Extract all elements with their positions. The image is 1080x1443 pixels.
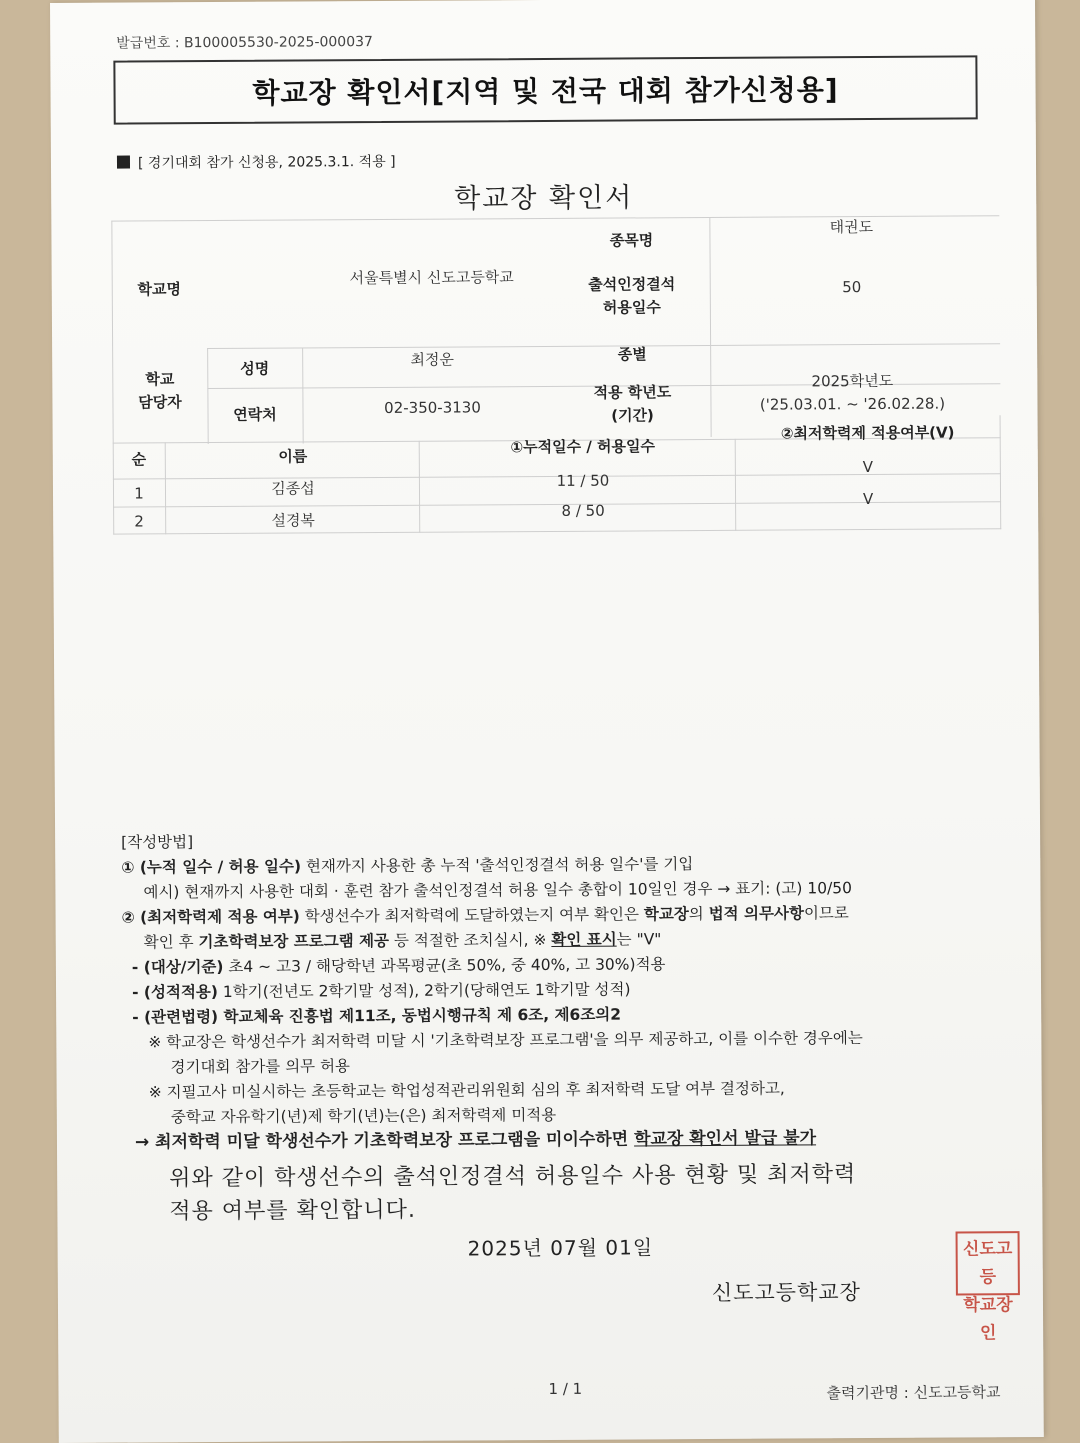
note-2-line2-b: 기초학력보장 프로그램 제공 [198,931,390,952]
arrow-note-text: → 최저학력 미달 학생선수가 기초학력보장 프로그램을 미이수하면 [134,1129,635,1153]
year-value [722,369,982,416]
principal-name: 신도고등학교장 [711,1280,861,1305]
header-no: 순 [131,450,147,469]
phone-label: 연락처 [233,405,277,424]
contact-label-line1: 학교 [145,370,175,389]
page-number: 1 / 1 [548,1379,583,1398]
detail-law-text: 학교체육 진흥법 제11조, 동법시행규칙 제 6조, 제6조의2 [218,1005,622,1027]
row1-check: V [862,457,874,477]
detail-law-title: - (관련법령) [132,1008,219,1027]
row1-name: 김종섭 [271,479,315,498]
note-2-text-d: 법적 의무사항 [708,904,804,924]
note-2-line2-c: 등 적절한 조치실시, ※ [388,930,552,950]
row2-name: 설경복 [271,511,315,530]
note-1-example: 예시) 현재까지 사용한 대회 · 훈련 참가 출석인정결석 허용 일수 총합이 10일인 경우 → 표기: (고) 10/50 [143,879,853,902]
star-note-2-line1: ※ 지필고사 미실시하는 초등학교는 학업성적관리위원회 심의 후 최저학력 도달 여부 결정하고, [148,1079,785,1102]
note-2-text-e: 이므로 [803,904,849,923]
note-2-text-c: 의 [688,905,709,924]
header-check: ②최저학력제 적용여부(V) [780,423,955,443]
section-text: [ 경기대회 참가 신청용, 2025.3.1. 적용 ] [137,153,396,172]
contact-label-line2: 담당자 [138,392,182,411]
output-organization: 출력기관명 : 신도고등학교 [826,1383,1001,1403]
note-1-title: ① (누적 일수 / 허용 일수) [121,857,302,877]
event-value: 태권도 [829,217,874,237]
year-label [552,381,712,427]
phone-value: 02-350-3130 [384,398,481,417]
contact-label [112,368,207,414]
event-label: 종목명 [609,231,654,250]
note-2-line2-a: 확인 후 [143,933,199,952]
type-value [752,346,952,347]
detail-grades-title: - (성적적용) [132,983,218,1002]
note-1-text: 현재까지 사용한 총 누적 '출석인정결석 허용 일수'를 기입 [300,855,694,876]
school-label: 학교명 [137,280,182,299]
issue-date: 2025년 07월 01일 [467,1235,654,1261]
row1-days: 11 / 50 [556,471,610,490]
year-label-line1: 적용 학년도 [593,383,672,402]
note-2-text-b: 학교장 [643,905,689,924]
seal-line1: 신도고등 [962,1239,1013,1288]
header-days: ①누적일수 / 허용일수 [510,437,656,457]
row2-days: 8 / 50 [561,501,605,520]
grid-line [1000,415,1002,529]
type-label: 종별 [617,345,647,364]
absence-label-line2: 허용일수 [602,297,661,317]
note-2-line2-d: 확인 표시 [551,930,617,949]
issue-number: 발급번호 : B100005530-2025-000037 [116,34,373,52]
arrow-note-emphasis: 학교장 확인서 발급 불가 [633,1128,817,1150]
grid-line [302,347,304,443]
absence-value: 50 [842,278,862,297]
notes-heading: [작성방법] [121,833,194,852]
document-title: 학교장 확인서 [454,182,634,215]
grid-line [419,441,421,533]
confirmation-line2: 적용 여부를 확인합니다. [169,1197,416,1225]
note-2-line2-e: 는 "V" [616,930,662,949]
note-2-text-a: 학생선수가 최저학력에 도달하였는지 여부 확인은 [299,905,644,926]
year-value-line2: ('25.03.01. ~ '26.02.28.) [759,394,946,414]
name-label: 성명 [240,359,270,378]
title-box: 학교장 확인서[지역 및 전국 대회 참가신청용] [113,55,977,124]
row2-no: 2 [134,512,144,531]
seal-line2: 학교장인 [963,1295,1013,1344]
absence-label-line1: 출석인정결석 [588,275,676,294]
note-2-title: ② (최저학력제 적용 여부) [121,907,300,927]
detail-grades-text: 1학기(전년도 2학기말 성적), 2학기(당해연도 1학기말 성적) [217,980,631,1002]
confirmation-line1: 위와 같이 학생선수의 출석인정결석 허용일수 사용 현황 및 최저학력 [169,1162,857,1192]
year-value-line1: 2025학년도 [811,371,894,391]
header-name: 이름 [278,447,308,466]
star-note-1-line2: 경기대회 참가를 의무 허용 [170,1057,351,1077]
confirmation-statement [169,1158,856,1228]
document-page [50,0,1044,1443]
instructions [121,825,1003,1155]
star-note-2-line2: 중학교 자유학기(년)제 학기(년)는(은) 최저학력제 미적용 [170,1105,557,1127]
absence-label [552,273,712,319]
grid-line [735,439,737,531]
arrow-note [123,1125,1003,1155]
school-value: 서울특별시 신도고등학교 [349,268,514,288]
star-note-1-line1: ※ 학교장은 학생선수가 최저학력 미달 시 '기초학력보장 프로그램'을 의무 제공하고, 이를 이수한 경우에는 [148,1029,863,1052]
name-value: 최정운 [410,350,454,369]
square-bullet-icon [117,156,130,169]
info-table [111,215,1001,538]
row1-no: 1 [134,484,144,503]
section-label [117,151,396,173]
detail-target-title: - (대상/기준) [131,957,224,977]
detail-target-text: 초4 ~ 고3 / 해당학년 과목평균(초 50%, 중 40%, 고 30%)적용 [223,955,666,976]
year-label-line2: (기간) [611,405,654,425]
row2-check: V [862,489,874,509]
official-seal [956,1231,1020,1344]
